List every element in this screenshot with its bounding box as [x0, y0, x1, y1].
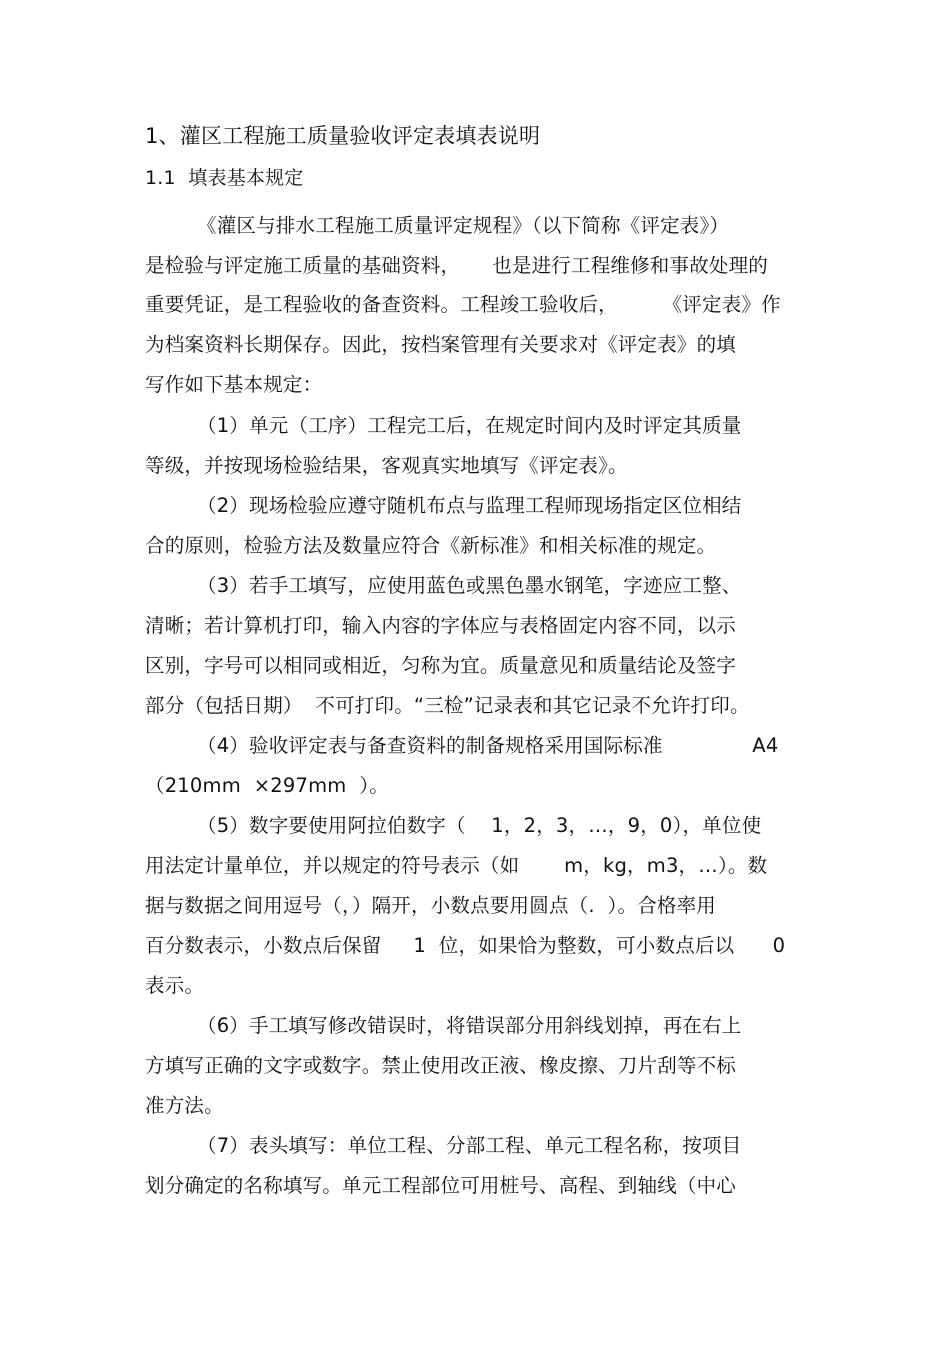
paragraph-line: 准方法。: [145, 1094, 224, 1117]
paragraph-line: （210mm ×297mm ）。: [145, 774, 389, 797]
paragraph-line: 为档案资料长期保存。因此，按档案管理有关要求对《评定表》的填: [145, 333, 737, 356]
paragraph-line: 清晰；若计算机打印，输入内容的字体应与表格固定内容不同，以示: [145, 614, 737, 637]
paragraph-line: 是检验与评定施工质量的基础资料， 也是进行工程维修和事故处理的: [145, 254, 768, 277]
paragraph-line: 区别，字号可以相同或相近，匀称为宜。质量意见和质量结论及签字: [145, 654, 737, 677]
paragraph-line: （2）现场检验应遵守随机布点与监理工程师现场指定区位相结: [197, 494, 742, 517]
paragraph-line: （1）单元（工序）工程完工后，在规定时间内及时评定其质量: [197, 414, 742, 437]
paragraph-line: （6）手工填写修改错误时，将错误部分用斜线划掉，再在右上: [197, 1014, 742, 1037]
paragraph-line: （3）若手工填写，应使用蓝色或黑色墨水钢笔，字迹应工整、: [197, 574, 742, 597]
paragraph-line: 等级，并按现场检验结果，客观真实地填写《评定表》。: [145, 454, 628, 477]
paragraph-line: 表示。: [145, 974, 205, 997]
paragraph-line: 划分确定的名称填写。单元工程部位可用桩号、高程、到轴线（中心: [145, 1174, 737, 1197]
paragraph-line: 部分（包括日期） 不可打印。“三检”记录表和其它记录不允许打印。: [145, 694, 750, 717]
paragraph-line: 百分数表示，小数点后保留 1 位，如果恰为整数，可小数点后以 0: [145, 934, 786, 957]
paragraph-line: （4）验收评定表与备查资料的制备规格采用国际标准 A4: [197, 734, 779, 757]
section-heading: 1.1 填表基本规定: [145, 167, 304, 189]
paragraph-line: 写作如下基本规定：: [145, 373, 323, 396]
paragraph-line: 方填写正确的文字或数字。禁止使用改正液、橡皮擦、刀片刮等不标: [145, 1054, 737, 1077]
paragraph-line: 《灌区与排水工程施工质量评定规程》（以下简称《评定表》）: [197, 214, 730, 237]
paragraph-line: 合的原则，检验方法及数量应符合《新标准》和相关标准的规定。: [145, 534, 717, 557]
paragraph-line: （5）数字要使用阿拉伯数字（ 1，2，3，…，9，0），单位使: [197, 814, 762, 837]
paragraph-line: 用法定计量单位，并以规定的符号表示（如 m，kg，m3，…）。数: [145, 854, 768, 877]
paragraph-line: （7）表头填写：单位工程、分部工程、单元工程名称，按项目: [197, 1134, 742, 1157]
document-title: 1、灌区工程施工质量验收评定表填表说明: [145, 124, 541, 148]
paragraph-line: 据与数据之间用逗号（，）隔开，小数点要用圆点（. ）。合格率用: [145, 894, 716, 917]
paragraph-line: 重要凭证，是工程验收的备查资料。工程竣工验收后， 《评定表》作: [145, 293, 781, 316]
